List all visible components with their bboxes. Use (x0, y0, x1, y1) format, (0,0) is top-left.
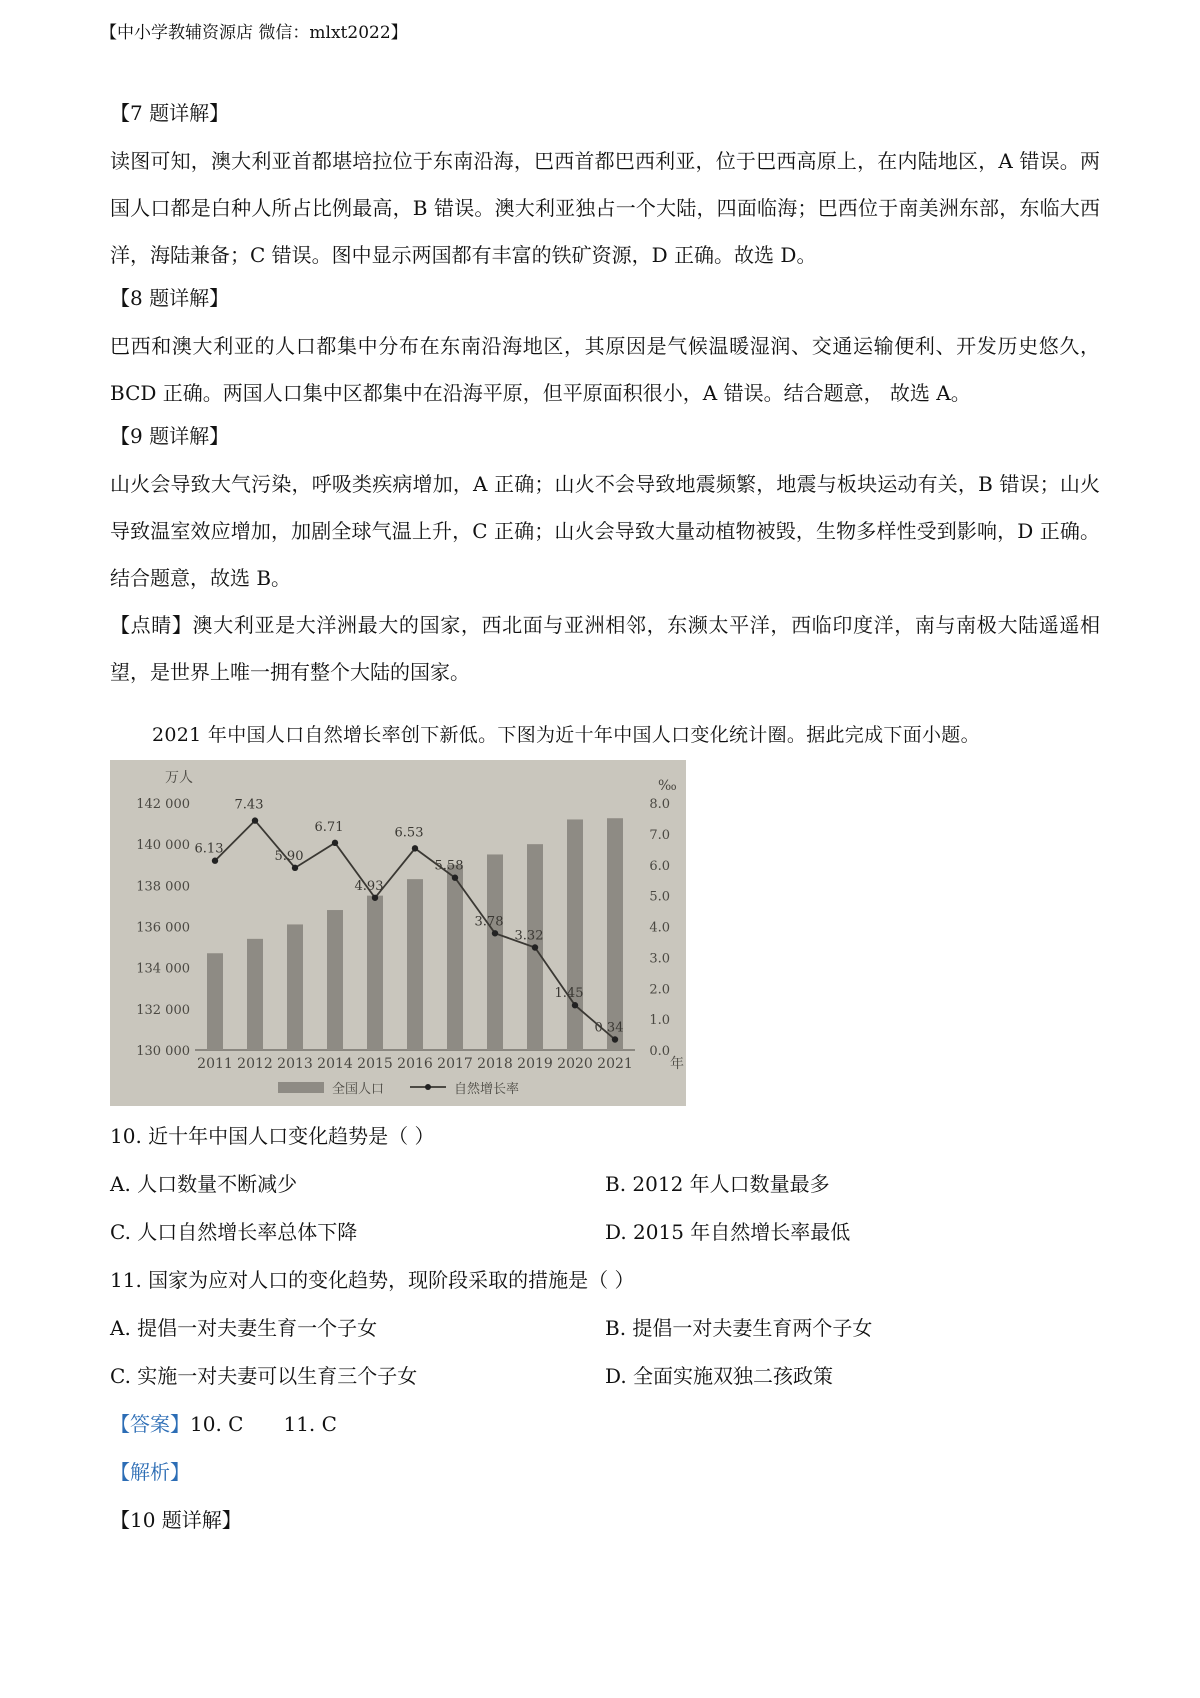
growth-rate-label: 6.71 (314, 819, 344, 835)
watermark-header: 【中小学教辅资源店 微信：mlxt2022】 (100, 23, 408, 43)
y-left-tick: 140 000 (136, 838, 190, 854)
chart-intro: 2021 年中国人口自然增长率创下新低。下图为近十年中国人口变化统计圈。据此完成下面小题。 (152, 724, 980, 746)
y-left-tick: 142 000 (136, 797, 190, 812)
q10-option-b: B. 2012 年人口数量最多 (605, 1172, 830, 1196)
q7-text: 读图可知，澳大利亚首都堪培拉位于东南沿海，巴西首都巴西利亚，位于巴西高原上，在内陆地区，A 错误。两国人口都是白种人所占比例最高，B 错误。澳大利亚独占一个大陆，四面临海；巴西位于南美洲东部，东临大西洋，海陆兼备；C 错误。图中显示两国都有丰富的铁矿资源，D 正确。故选 D。 (110, 149, 1100, 267)
x-tick-label: 2015 (357, 1056, 393, 1072)
population-bar (407, 879, 423, 1050)
y-right-tick: 1.0 (649, 1013, 670, 1029)
legend-line-label: 自然增长率 (454, 1082, 520, 1097)
population-bar (607, 818, 623, 1050)
growth-rate-label: 5.90 (274, 848, 304, 864)
y-left-unit: 万人 (165, 770, 193, 786)
x-tick-label: 2017 (437, 1056, 473, 1072)
q8-heading: 【8 题详解】 (110, 286, 230, 310)
growth-rate-point (532, 944, 538, 950)
growth-rate-label: 1.45 (554, 986, 584, 1002)
y-right-tick: 4.0 (649, 920, 670, 936)
population-bar (287, 924, 303, 1050)
q10-detail-heading: 【10 题详解】 (110, 1508, 242, 1532)
q11-option-d: D. 全面实施双独二孩政策 (605, 1364, 834, 1388)
population-bar (207, 953, 223, 1050)
x-tick-label: 2011 (197, 1056, 233, 1072)
y-right-tick: 5.0 (649, 889, 670, 905)
growth-rate-label: 3.78 (474, 914, 504, 930)
x-tick-label: 2021 (597, 1056, 633, 1072)
y-right-unit: ‰ (658, 778, 677, 794)
jiexi-label: 【解析】 (110, 1460, 190, 1484)
y-left-tick: 130 000 (136, 1044, 190, 1059)
growth-rate-point (412, 845, 418, 851)
x-tick-label: 2016 (397, 1056, 433, 1072)
answer-label: 【答案】 (110, 1412, 190, 1436)
q10-option-c: C. 人口自然增长率总体下降 (110, 1220, 358, 1244)
x-tick-label: 2013 (277, 1056, 313, 1072)
q11-option-b: B. 提倡一对夫妻生育两个子女 (605, 1316, 873, 1340)
q10-option-a: A. 人口数量不断减少 (110, 1172, 298, 1196)
q7-heading: 【7 题详解】 (110, 101, 230, 125)
y-left-tick: 134 000 (136, 961, 190, 977)
x-tick-label: 2012 (237, 1056, 273, 1072)
answer-10: 10. C (190, 1412, 244, 1436)
population-bar (247, 939, 263, 1050)
legend-bar-label: 全国人口 (332, 1082, 385, 1097)
growth-rate-label: 7.43 (234, 797, 264, 813)
population-bar (327, 910, 343, 1050)
growth-rate-point (292, 865, 298, 871)
growth-rate-label: 6.53 (394, 825, 424, 841)
y-right-tick: 8.0 (649, 797, 670, 812)
population-bar (367, 896, 383, 1050)
q10-option-d: D. 2015 年自然增长率最低 (605, 1220, 851, 1244)
x-tick-label: 2020 (557, 1056, 593, 1072)
y-right-tick: 7.0 (649, 827, 670, 843)
x-tick-label: 2019 (517, 1056, 553, 1072)
legend-bar-swatch (278, 1082, 324, 1093)
answer-11: 11. C (283, 1412, 337, 1436)
y-right-tick: 3.0 (649, 951, 670, 967)
y-right-tick: 6.0 (649, 858, 670, 874)
growth-rate-point (252, 817, 258, 823)
dianjing-text: 【点睛】澳大利亚是大洋洲最大的国家，西北面与亚洲相邻，东濒太平洋，西临印度洋，南与南极大陆遥遥相望，是世界上唯一拥有整个大陆的国家。 (110, 613, 1100, 684)
answer-row (110, 1408, 337, 1437)
q8-text: 巴西和澳大利亚的人口都集中分布在东南沿海地区，其原因是气候温暖湿润、交通运输便利、开发历史悠久，BCD 正确。两国人口集中区都集中在沿海平原，但平原面积很小，A 错误。结合题意， 故选 A。 (110, 334, 1100, 405)
population-chart (110, 760, 686, 1106)
growth-rate-point (492, 930, 498, 936)
q11-stem: 11. 国家为应对人口的变化趋势，现阶段采取的措施是（ ） (110, 1268, 635, 1292)
population-bar (567, 819, 583, 1050)
growth-rate-point (372, 895, 378, 901)
q11-option-c: C. 实施一对夫妻可以生育三个子女 (110, 1364, 418, 1388)
growth-rate-point (452, 875, 458, 881)
growth-rate-point (332, 840, 338, 846)
q9-text: 山火会导致大气污染，呼吸类疾病增加，A 正确；山火不会导致地震频繁，地震与板块运动有关，B 错误；山火导致温室效应增加，加剧全球气温上升，C 正确；山火会导致大量动植物被毁，生物多样性受到影响，D 正确。结合题意，故选 B。 (110, 472, 1100, 590)
y-left-tick: 138 000 (136, 879, 190, 895)
x-tick-label: 2014 (317, 1056, 353, 1072)
growth-rate-point (212, 858, 218, 864)
growth-rate-label: 6.13 (194, 841, 224, 857)
y-left-tick: 132 000 (136, 1002, 190, 1018)
y-right-tick: 0.0 (649, 1044, 670, 1059)
q11-option-a: A. 提倡一对夫妻生育一个子女 (110, 1316, 378, 1340)
population-bar (487, 854, 503, 1050)
growth-rate-label: 5.58 (434, 858, 464, 874)
q10-stem: 10. 近十年中国人口变化趋势是（ ） (110, 1124, 435, 1148)
x-axis-label: 年 (670, 1056, 684, 1072)
growth-rate-label: 4.93 (354, 878, 384, 894)
q9-heading: 【9 题详解】 (110, 424, 230, 448)
growth-rate-label: 0.34 (594, 1020, 624, 1036)
y-right-tick: 2.0 (649, 982, 670, 998)
growth-rate-point (612, 1036, 618, 1042)
population-chart-svg (110, 760, 686, 1106)
y-left-tick: 136 000 (136, 920, 190, 936)
population-bar (447, 865, 463, 1050)
growth-rate-label: 3.32 (514, 928, 544, 944)
explanations (110, 98, 1100, 696)
growth-rate-point (572, 1002, 578, 1008)
legend-line-marker (425, 1084, 431, 1090)
x-tick-label: 2018 (477, 1056, 513, 1072)
